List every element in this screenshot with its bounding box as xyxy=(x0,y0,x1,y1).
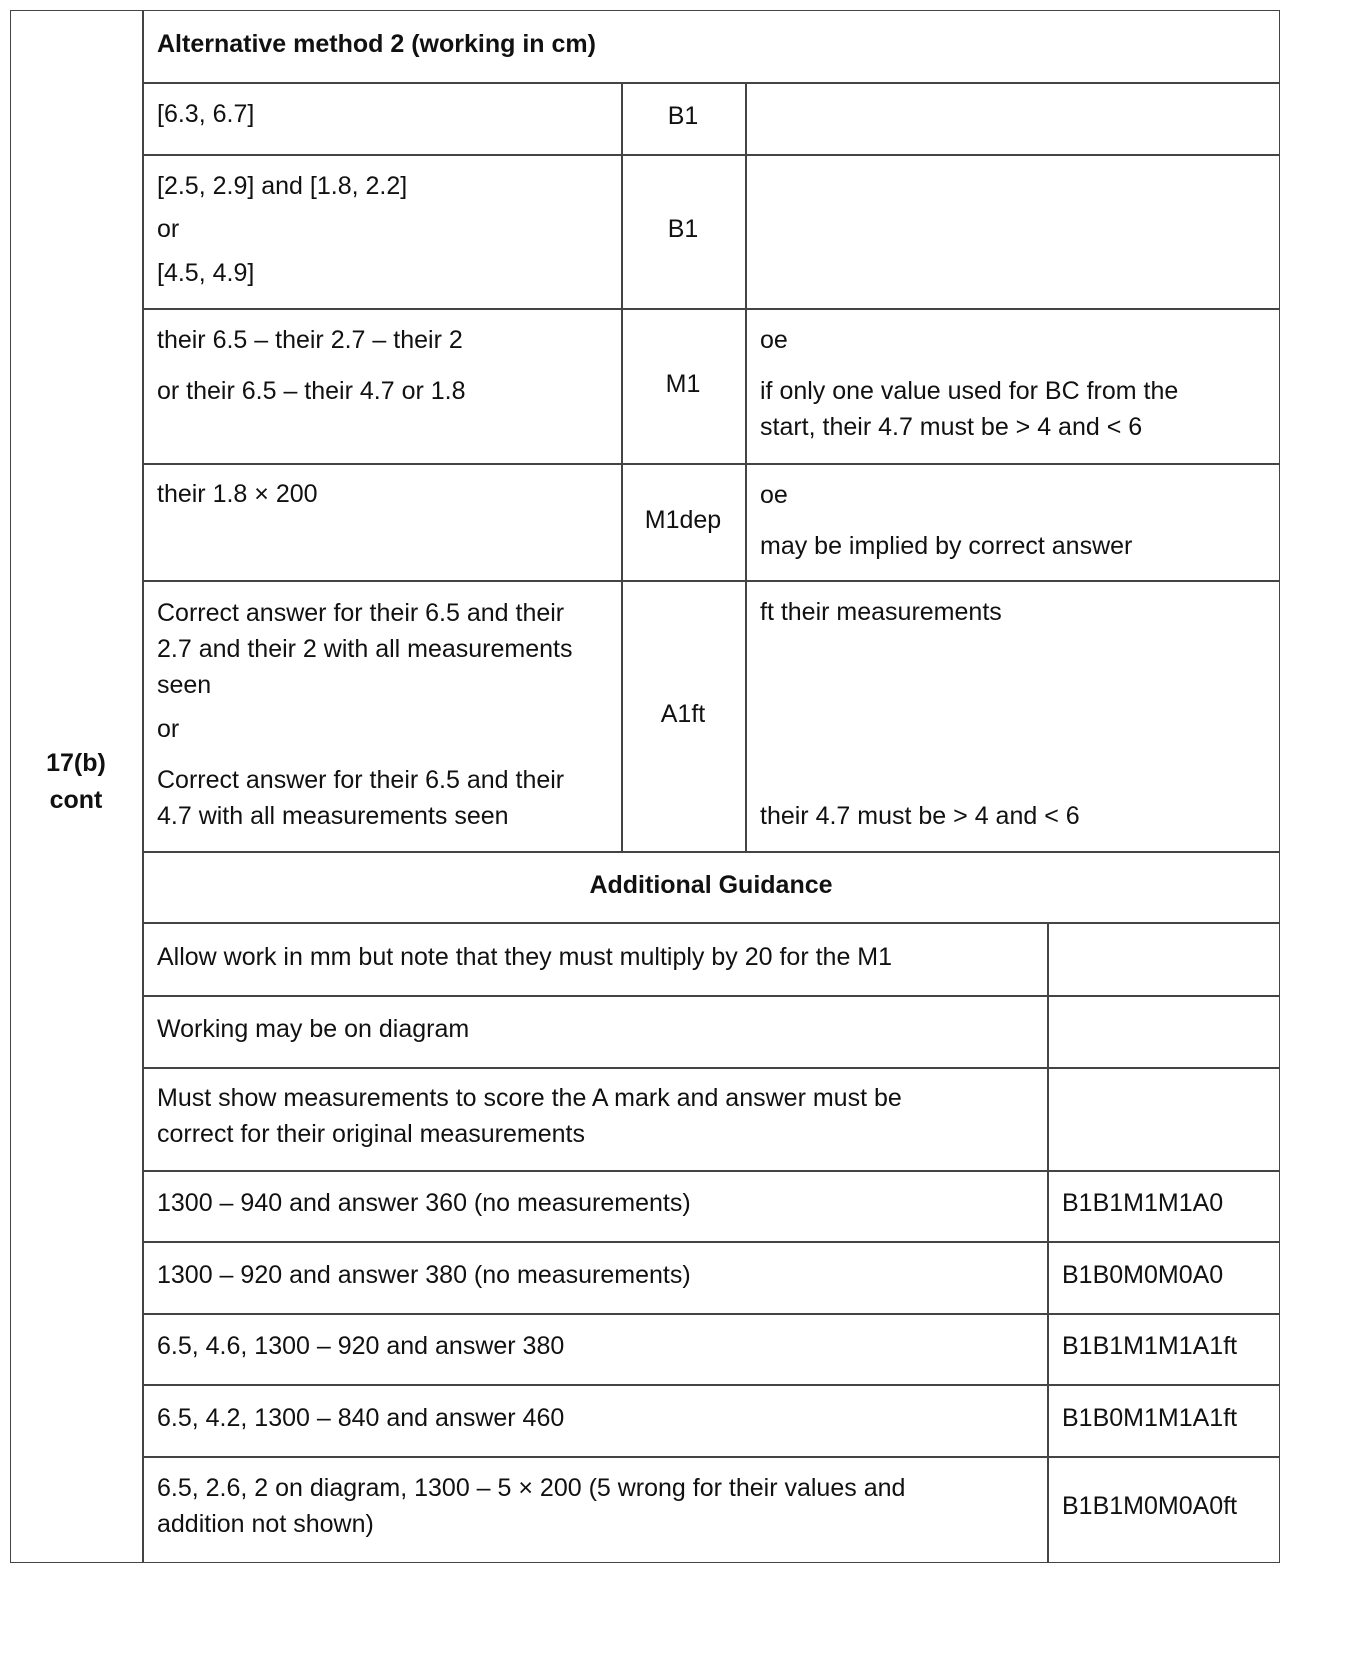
guidance-heading: Additional Guidance xyxy=(589,871,833,899)
row-divider xyxy=(142,851,1280,853)
comment-text: oe xyxy=(760,326,788,354)
guidance-marks-divider xyxy=(1047,922,1049,1563)
working-text: seen xyxy=(157,671,212,699)
row-divider xyxy=(142,1067,1280,1069)
row-divider xyxy=(142,995,1280,997)
working-text: [6.3, 6.7] xyxy=(157,100,255,128)
mark-code: B1 xyxy=(667,215,699,243)
comment-text: ft their measurements xyxy=(760,598,1002,626)
row-divider xyxy=(142,463,1280,465)
guidance-text: 6.5, 2.6, 2 on diagram, 1300 – 5 × 200 (5 wrong for their values and xyxy=(157,1474,906,1502)
working-text: Correct answer for their 6.5 and their xyxy=(157,766,565,794)
method-heading: Alternative method 2 (working in cm) xyxy=(157,30,596,58)
comment-text: if only one value used for BC from the xyxy=(760,377,1179,405)
working-text: their 1.8 × 200 xyxy=(157,480,318,508)
guidance-text: Must show measurements to score the A mark and answer must be xyxy=(157,1084,902,1112)
row-divider xyxy=(142,580,1280,582)
mark-code: A1ft xyxy=(660,700,706,728)
guidance-text: 1300 – 940 and answer 360 (no measurements) xyxy=(157,1189,691,1217)
working-text: 2.7 and their 2 with all measurements xyxy=(157,635,573,663)
question-cont-label: cont xyxy=(49,786,103,814)
row-divider xyxy=(142,154,1280,156)
mark-code: M1dep xyxy=(644,506,722,534)
row-divider xyxy=(142,1170,1280,1172)
row-divider xyxy=(142,1241,1280,1243)
guidance-marks: B1B0M1M1A1ft xyxy=(1062,1404,1238,1432)
comment-text: oe xyxy=(760,481,788,509)
row-divider xyxy=(142,1313,1280,1315)
row-divider xyxy=(142,308,1280,310)
comment-text: start, their 4.7 must be > 4 and < 6 xyxy=(760,413,1143,441)
row-divider xyxy=(142,1384,1280,1386)
row-divider xyxy=(142,82,1280,84)
mark-code: M1 xyxy=(665,370,701,398)
guidance-text: addition not shown) xyxy=(157,1510,374,1538)
working-text: or xyxy=(157,715,180,743)
comment-text: their 4.7 must be > 4 and < 6 xyxy=(760,802,1080,830)
comments-column-divider xyxy=(745,82,747,851)
guidance-text: correct for their original measurements xyxy=(157,1120,585,1148)
working-text: [2.5, 2.9] and [1.8, 2.2] xyxy=(157,172,408,200)
row-divider xyxy=(142,1456,1280,1458)
mark-column-divider xyxy=(621,82,623,851)
guidance-text: Allow work in mm but note that they must multiply by 20 for the M1 xyxy=(157,943,893,971)
guidance-marks: B1B1M1M1A1ft xyxy=(1062,1332,1238,1360)
working-text: [4.5, 4.9] xyxy=(157,259,255,287)
question-number: 17(b) xyxy=(46,749,106,777)
guidance-text: Working may be on diagram xyxy=(157,1015,470,1043)
working-text: Correct answer for their 6.5 and their xyxy=(157,599,565,627)
row-divider xyxy=(142,922,1280,924)
working-text: their 6.5 – their 2.7 – their 2 xyxy=(157,326,463,354)
guidance-text: 6.5, 4.2, 1300 – 840 and answer 460 xyxy=(157,1404,565,1432)
guidance-text: 6.5, 4.6, 1300 – 920 and answer 380 xyxy=(157,1332,565,1360)
working-text: or xyxy=(157,215,180,243)
question-column-divider xyxy=(142,10,144,1563)
guidance-text: 1300 – 920 and answer 380 (no measurements) xyxy=(157,1261,691,1289)
guidance-marks: B1B1M0M0A0ft xyxy=(1062,1492,1238,1520)
mark-code: B1 xyxy=(667,102,699,130)
guidance-marks: B1B1M1M1A0 xyxy=(1062,1189,1224,1217)
working-text: or their 6.5 – their 4.7 or 1.8 xyxy=(157,377,466,405)
mark-scheme-table xyxy=(10,10,1360,1655)
guidance-marks: B1B0M0M0A0 xyxy=(1062,1261,1224,1289)
comment-text: may be implied by correct answer xyxy=(760,532,1133,560)
working-text: 4.7 with all measurements seen xyxy=(157,802,509,830)
